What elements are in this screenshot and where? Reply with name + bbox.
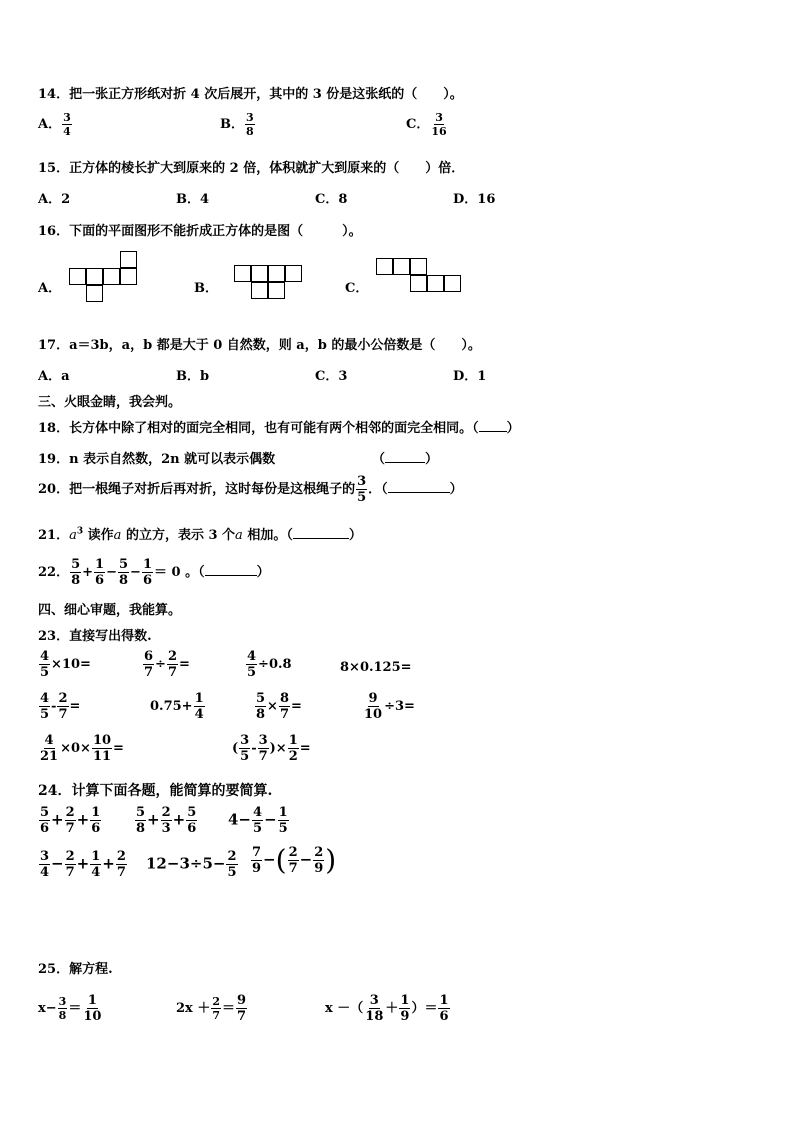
num: 7 [252,845,262,860]
den: 9 [400,1009,410,1024]
frac [194,692,205,721]
den: 7 [258,749,268,764]
q17-option-b[interactable]: B．b [176,369,210,384]
q21-mid2: 的立方，表示 3 个 [121,528,236,543]
q23-stem: 23．直接写出得数. [38,629,152,644]
frac [65,806,76,835]
num: 4 [44,733,54,748]
q14-option-c-fraction [430,112,447,137]
op: ×0× [60,741,91,756]
frac [313,846,324,875]
q20-post: ．（ [368,482,388,497]
den: 5 [247,665,257,680]
q14-option-c-denominator: 16 [431,125,447,138]
q21-post: 相加。（ [242,528,293,543]
q22-op3: − [130,565,141,580]
q17-option-c[interactable]: C．3 [315,369,348,384]
q20 [38,475,463,504]
num: 5 [136,805,146,820]
den: 4 [91,865,101,880]
den: 2 [288,749,298,764]
q14-option-b-numerator: 3 [246,111,254,124]
q21-answer-blank[interactable] [293,538,349,539]
den: 7 [58,707,68,722]
net-b-cell [268,265,285,282]
q19-open: （ [372,452,386,467]
q25-e1 [38,994,103,1023]
q21-exponent: 3 [76,526,84,537]
op: − [264,810,277,829]
q15-option-d[interactable]: D．16 [453,192,496,207]
expr-text: = [179,657,190,672]
frac [258,734,269,763]
q22-f4-num: 1 [142,557,152,572]
net-c-cell [410,258,427,275]
q24-stem: 24．计算下面各题，能简算的要简算. [38,783,273,799]
net-a-cell [69,268,86,285]
den: 10 [364,707,383,722]
op: + [147,810,160,829]
expr-text: 4− [228,810,252,829]
expr-text: x− [38,1001,57,1016]
frac [363,692,383,721]
q21-var2: a [235,528,243,543]
op: ＝ [221,1001,235,1016]
q24-r1-e1 [38,806,102,835]
frac [279,692,290,721]
expr-text: = [113,741,124,756]
q14-option-c[interactable] [406,112,449,137]
frac [211,996,221,1021]
frac [236,994,247,1023]
num: 2 [288,845,298,860]
paren: )× [269,741,287,756]
op: ＝ [68,1001,82,1016]
q23-r1-e3 [245,650,292,679]
q22-f1-den: 8 [71,573,81,588]
den: 8 [256,707,266,722]
num: 5 [187,805,197,820]
paren: ( [232,741,239,756]
den: 7 [279,707,289,722]
frac [135,806,146,835]
op: + [76,854,90,873]
q20-text: 20．把一根绳子对折后再对折，这时每份是这根绳子的 [38,482,356,497]
q16-stem: 16．下面的平面图形不能折成正方体的是图（ ）。 [38,224,362,239]
net-c-cell [376,258,393,275]
q22-answer-blank[interactable] [205,575,257,576]
num: 2 [65,849,75,864]
num: 3 [40,849,50,864]
q20-numerator: 3 [357,474,367,489]
num: 2 [167,649,177,664]
q22-number: 22． [38,565,70,580]
q19-close: ） [425,452,439,467]
q23-r3-e2 [232,734,311,763]
q15-option-b[interactable]: B．4 [176,192,210,207]
q23-r2-e1 [38,692,80,721]
den: 7 [237,1009,247,1024]
q14-option-c-label: C． [406,117,430,132]
q14-option-b-label: B． [220,117,244,132]
den: 9 [252,861,262,876]
den: 9 [314,861,324,876]
den: 7 [65,821,75,836]
op: ＋ [385,1001,399,1016]
num: 4 [253,805,263,820]
num: 3 [258,733,268,748]
q22-f1-num: 5 [71,557,81,572]
paren: ( [275,843,287,877]
num: 2 [58,691,68,706]
net-c-cell [444,275,461,292]
op: − [299,850,313,869]
num: 2 [65,805,75,820]
q16-option-a-label[interactable]: A． [38,281,62,296]
q20-close: ） [449,482,463,497]
num: 3 [58,995,67,1008]
num: 2 [314,845,324,860]
q23-r2-e3 [254,692,302,721]
num: 2 [227,849,237,864]
den: 5 [253,821,263,836]
q22-f2-den: 6 [95,573,105,588]
frac [438,994,449,1023]
expr-text: ×10= [51,657,91,672]
q15-option-a[interactable]: A．2 [38,192,71,207]
den: 18 [365,1009,384,1024]
q24-r2-e3 [250,843,337,877]
q21 [38,524,362,543]
den: 5 [40,665,50,680]
frac [252,806,263,835]
op: + [172,810,186,829]
den: 5 [40,707,50,722]
q22-op1: + [82,565,94,580]
expr-text: 2x ＋ [176,1001,211,1016]
q15-option-c[interactable]: C．8 [315,192,348,207]
frac [39,850,50,879]
op: ÷ [155,657,166,672]
frac [288,734,299,763]
q22-op2: − [106,565,117,580]
expr-text: ÷3= [384,699,415,714]
q17-stem: 17．a＝3b，a，b 都是大于 0 自然数，则 a，b 的最小公倍数是（ ）。 [38,338,481,353]
den: 6 [91,821,101,836]
num: 1 [400,993,410,1008]
den: 5 [227,865,237,880]
q22-f3-den: 8 [119,573,129,588]
num: 9 [368,691,378,706]
q14-stem: 14．把一张正方形纸对折 4 次后展开，其中的 3 份是这张纸的（ ）。 [38,87,463,102]
q22-f2-num: 1 [95,557,105,572]
q21-number: 21． [38,528,70,543]
q14-option-a-label: A． [38,117,62,132]
q14-option-a-fraction [62,112,72,137]
q19-text: 19．n 表示自然数，2n 就可以表示偶数 [38,452,276,467]
num: 1 [91,805,101,820]
frac [186,806,197,835]
den: 7 [288,861,298,876]
num: 3 [240,733,250,748]
q14-option-a-denominator: 4 [63,125,71,138]
q17-option-d[interactable]: D．1 [453,369,487,384]
expr-text: = [299,741,311,756]
q25-e3 [325,994,451,1023]
expr-text: = [291,699,302,714]
op: + [76,810,90,829]
q25-stem: 25．解方程. [38,962,113,977]
frac [239,734,250,763]
q23-r1-e2 [142,650,190,679]
frac [143,650,154,679]
op: − [51,854,64,873]
q18-close: ） [506,421,520,436]
den: 21 [40,749,59,764]
den: 8 [58,1009,67,1022]
num: 2 [212,995,220,1008]
op: − [263,850,276,869]
net-b-cell [234,265,251,282]
q21-mid1: 读作 [83,528,114,543]
num: 4 [40,691,50,706]
num: 1 [288,733,298,748]
num: 1 [91,849,101,864]
num: 2 [116,849,126,864]
q22-fraction-4 [142,558,153,587]
num: 5 [40,805,50,820]
frac [288,846,299,875]
q15-stem: 15．正方体的棱长扩大到原来的 2 倍，体积就扩大到原来的（ ）倍． [38,161,465,176]
q22 [38,558,270,587]
num: 2 [161,805,171,820]
q22-fraction-2 [94,558,105,587]
q25-e2 [176,994,248,1023]
frac [39,650,50,679]
frac [92,734,112,763]
den: 7 [212,1009,220,1022]
q24-r1-e2 [134,806,198,835]
net-c-cell [427,275,444,292]
q18-text: 18．长方体中除了相对的面完全相同，也有可能有两个相邻的面完全相同。（ [38,421,479,436]
den: 6 [439,1009,449,1024]
q14-option-a-numerator: 3 [63,111,71,124]
q16-option-b-label[interactable]: B． [194,281,218,296]
num: 1 [278,805,288,820]
den: 7 [144,665,154,680]
op: + [51,810,64,829]
den: 6 [187,821,197,836]
q21-base: a [69,528,77,543]
net-b-cell [268,282,285,299]
frac [57,692,68,721]
frac [39,734,59,763]
frac [226,850,237,879]
num: 4 [247,649,257,664]
num: 3 [369,993,379,1008]
section-4-heading: 四、细心审题，我能算。 [38,603,182,618]
den: 11 [92,749,112,764]
frac [116,850,127,879]
net-b-cell [251,282,268,299]
expr-text: 0.75+ [150,699,193,714]
q21-var1: a [113,528,122,543]
frac [167,650,178,679]
q20-denominator: 5 [357,490,367,505]
q17-option-a[interactable]: A．a [38,369,70,384]
expr-text: = [69,699,81,714]
den: 3 [161,821,171,836]
net-b-cell [285,265,302,282]
q24-r2-e2 [146,850,239,879]
q23-r2-e2 [150,692,206,721]
net-a-cell [120,268,137,285]
frac [278,806,289,835]
q19-answer-blank[interactable] [385,462,425,463]
num: 8 [279,691,289,706]
frac [82,994,102,1023]
net-b-cell [251,265,268,282]
q19-answer [372,448,438,467]
net-a-cell [86,268,103,285]
den: 4 [194,707,204,722]
q20-fraction [356,475,367,504]
section-3-heading: 三、火眼金睛，我会判。 [38,395,182,410]
den: 6 [40,821,50,836]
q14-option-a[interactable] [38,112,73,137]
num: 1 [439,993,449,1008]
op: - [251,741,257,756]
net-c-cell [410,275,427,292]
net-a-cell [103,268,120,285]
q22-close: ） [256,565,270,580]
net-a-cell [120,251,137,268]
frac [255,692,266,721]
op: + [102,854,115,873]
op: × [267,699,278,714]
q21-close: ） [348,528,362,543]
q16-option-c-label[interactable]: C． [345,281,369,296]
num: 10 [92,733,112,748]
q22-f3-num: 5 [119,557,129,572]
paren: ) [325,843,337,877]
num: 4 [40,649,50,664]
q14-option-b-fraction [245,112,255,137]
q24-r2-e1 [38,850,128,879]
expr-text: ÷0.8 [258,657,292,672]
frac [90,806,101,835]
paren: ）＝ [411,1001,438,1016]
expr-text: x －（ [325,1001,364,1016]
den: 10 [83,1009,102,1024]
q24-r1-e3 [228,806,290,835]
den: 5 [240,749,250,764]
den: 7 [65,865,75,880]
expr-text: 12−3÷5− [146,854,226,873]
frac [58,996,68,1021]
frac [65,850,76,879]
den: 4 [40,865,50,880]
num: 9 [237,993,247,1008]
q23-r1-e4: 8×0.125= [340,660,412,675]
q22-post: ＝ 0 。（ [154,565,205,580]
num: 5 [256,691,266,706]
q14-option-c-numerator: 3 [435,111,443,124]
q20-answer-blank[interactable] [388,492,450,493]
num: 1 [87,993,97,1008]
frac [251,846,262,875]
frac [161,806,172,835]
num: 6 [144,649,154,664]
frac [399,994,410,1023]
net-a-cell [86,285,103,302]
q14-option-b-denominator: 8 [246,125,254,138]
den: 5 [278,821,288,836]
op: - [51,699,57,714]
net-c-cell [393,258,410,275]
q23-r2-e4 [362,692,415,721]
q14-option-b[interactable] [220,112,256,137]
num: 1 [194,691,204,706]
q22-f4-den: 6 [142,573,152,588]
den: 7 [116,865,126,880]
q23-r1-e1 [38,650,91,679]
q23-r3-e1 [38,734,124,763]
frac [39,692,50,721]
frac [39,806,50,835]
frac [90,850,101,879]
q22-fraction-3 [118,558,129,587]
den: 8 [136,821,146,836]
q18 [38,417,520,436]
q22-fraction-1 [70,558,81,587]
frac [364,994,384,1023]
q18-answer-blank[interactable] [479,431,507,432]
frac [246,650,257,679]
den: 7 [167,665,177,680]
